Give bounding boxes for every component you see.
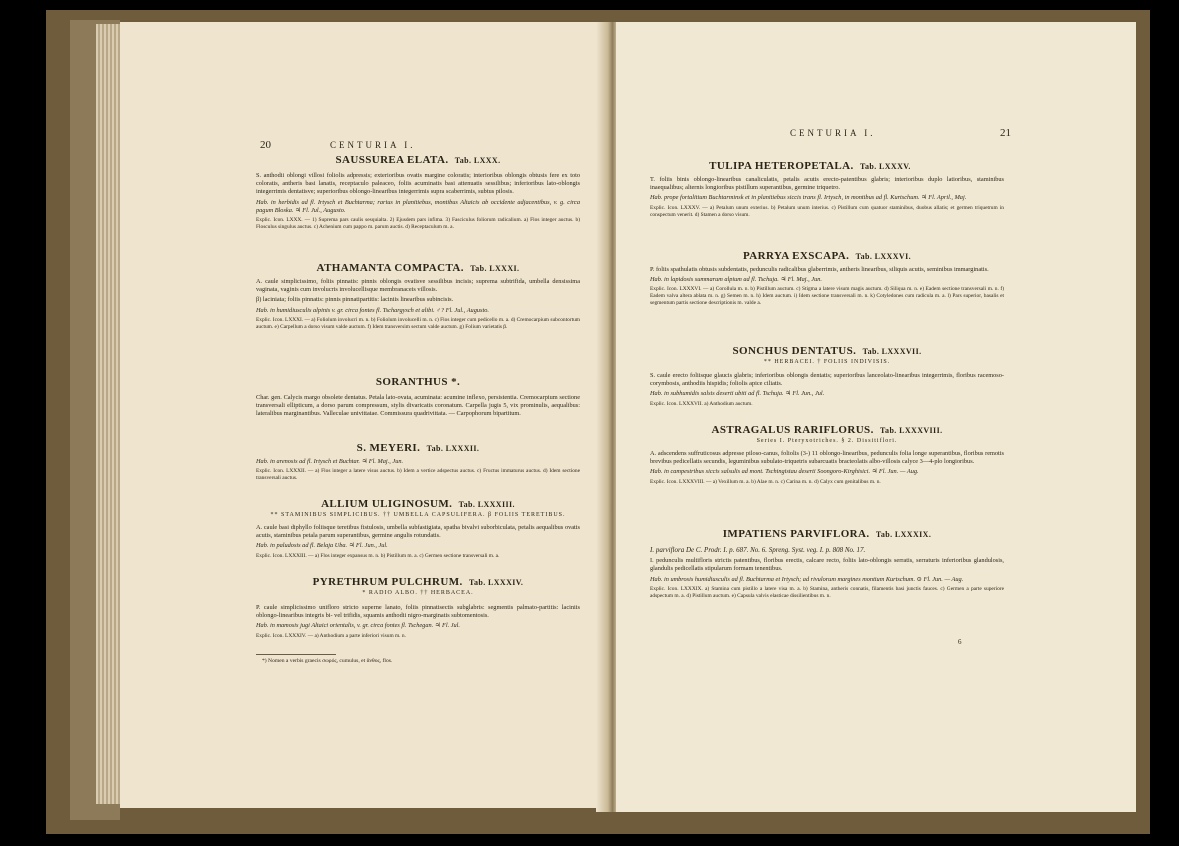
explicatio-text: Explic. Icon. LXXXIX. a) Stamina cum pistillo a latere visa m. a. b) Stamina, antheris connatis, filamentis basi junctis fauces. c) Germen a parte superiore adspectum m. a. d) Pistillum auctum. e) Capsula valvis elasticae dissilientibus m. n. bbox=[650, 585, 1004, 599]
citation-text: I. parviflora De C. Prodr. I. p. 687. No. 6. Spreng. Syst. veg. I. p. 808 No. 17. bbox=[650, 546, 866, 554]
plate-number: Tab. LXXXII. bbox=[426, 444, 480, 453]
section-subheading: ** STAMINIBUS SIMPLICIBUS. †† UMBELLA CAPSULIFERA. β FOLIIS TERETIBUS. bbox=[270, 512, 566, 518]
genus-name: SORANTHUS *. bbox=[375, 376, 461, 388]
habitat-text: Hab. prope fortalitium Buchtarminsk et in planitiebus siccis trans fl. Irtysch, in montibus ad fl. Kurtschum. ♃ Fl. April., Maj. bbox=[650, 194, 967, 202]
entry-heading bbox=[256, 576, 580, 588]
explicatio-text: Explic. Icon. LXXXVII. a) Anthodium auctum. bbox=[650, 400, 753, 407]
plate-number: Tab. LXXXVI. bbox=[855, 252, 911, 261]
diagnosis-text: I. pedunculis multifloris strictis patentibus, floribus erectis, calcare recto, foliis lato-oblongis serratis, serraturis inferioribus glandulosis, glandulis pedicellatis stipularum formam tenentibus. bbox=[650, 557, 1004, 573]
habitat-text: Hab. in arenosis ad fl. Irtysch et Buchtar. ♃ Fl. Maj., Jun. bbox=[256, 458, 404, 465]
entry-impatiens bbox=[650, 528, 1004, 540]
entry-body bbox=[650, 176, 1004, 219]
species-name: IMPATIENS PARVIFLORA. bbox=[722, 528, 870, 540]
habitat-text: Hab. in subhumidis salsis deserti ubiti ad fl. Tschuja. ♃ Fl. Jun., Jul. bbox=[650, 390, 825, 398]
entry-heading bbox=[256, 154, 580, 166]
entry-heading bbox=[256, 442, 580, 454]
entry-heading bbox=[650, 345, 1004, 357]
species-name: TULIPA HETEROPETALA. bbox=[709, 160, 854, 172]
plate-number: Tab. LXXXVIII. bbox=[880, 426, 943, 435]
species-name: S. MEYERI. bbox=[356, 442, 421, 454]
entry-parrya bbox=[650, 250, 1004, 262]
entry-pyrethrum bbox=[256, 576, 580, 596]
running-head-left: CENTURIA I. bbox=[330, 140, 416, 150]
diagnosis-text: T. foliis binis oblongo-linearibus canaliculatis, petalis acutis erecto-patentibus glabris; interioribus duplo latioribus, staminibus inaequalibus; alternis longioribus pistillum superantibus, germine triquetro. bbox=[650, 176, 1004, 192]
entry-soranthus-meyeri bbox=[256, 442, 580, 454]
entry-saussurea bbox=[256, 154, 580, 166]
explicatio-text: Explic. Icon. LXXXII. — a) Flos integer a latere visus auctus. b) Idem a vertice adspectus auctus. c) Fructus immaturus auctus. d) Idem sectione transversali auctus. bbox=[256, 468, 580, 482]
running-head-right: CENTURIA I. bbox=[790, 128, 876, 138]
habitat-text: Hab. in mamosis jugi Altaici orientalis, v. gr. circa fontes fl. Tschegan. ♃ Fl. Jul. bbox=[256, 622, 460, 630]
entry-tulipa bbox=[650, 160, 970, 172]
habitat-text: Hab. in humidiusculis alpinis v. gr. circa fontes fl. Tschargysch et alibi. ♂? Fl. Jul., Augusto. bbox=[256, 306, 489, 314]
entry-athamanta bbox=[256, 262, 580, 274]
signature-mark: 6 bbox=[958, 638, 962, 646]
diagnosis-text: S. anthodii oblongi villosi foliolis adpressis; exterioribus ovatis margine coloratis; interioribus oblongis obtusis fere ex toto coloratis, antheris basi lanatis, receptaculo paleaceo, foliis acuminatis basi attenuatis sessilibus; inferioribus lato-oblongis integerrimis dentatisve; superioribus oblongo-linearibus integerrimis supra scaberrimis, subtus pilosis. bbox=[256, 172, 580, 196]
entry-heading bbox=[650, 250, 1004, 262]
footnote: *) Nomen a verbis graecis σωρός, cumulus, et ἄνθος, flos. bbox=[262, 658, 393, 664]
diagnosis-text: S. caule erecto foliisque glaucis glabris; inferioribus oblongis dentatis; superioribus lanceolato-linearibus integerrimis, floribus racemoso-corymbosis, anthodiis hispidis; foliolis apice ciliatis. bbox=[650, 372, 1004, 388]
diagnosis-text: P. foliis spathulatis obtusis subdentatis, pedunculis radicalibus glaberrimis, antheris linearibus, siliquis acutis, seminibus immarginatis. bbox=[650, 266, 989, 273]
plate-number: Tab. LXXXIII. bbox=[458, 500, 515, 509]
section-subheading: ** HERBACEI. † FOLIIS INDIVISIS. bbox=[763, 359, 891, 365]
entry-sonchus bbox=[650, 345, 1004, 365]
entry-body bbox=[256, 604, 580, 640]
habitat-text: Hab. in herbidis ad fl. Irtysch et Buchtarma; rarius in planitiebus, montibus Altaicis ab occidente adjacentibus, v. g. circa pagum Bloska. ♃ Fl. Jul., Augusto. bbox=[256, 198, 580, 214]
entry-body bbox=[256, 458, 580, 482]
species-name: ATHAMANTA COMPACTA. bbox=[316, 262, 464, 274]
plate-number: Tab. LXXXIX. bbox=[875, 530, 932, 539]
explicatio-text: Explic. Icon. LXXXVIII. — a) Vexillum m. a. b) Alae m. n. c) Carina m. n. d) Calyx cum genitalibus m. n. bbox=[650, 478, 881, 485]
plate-number: Tab. LXXX. bbox=[454, 156, 501, 165]
entry-body bbox=[256, 278, 580, 331]
footnote-rule bbox=[256, 654, 336, 655]
section-subheading: Series I. Pteryxotriches. § 2. Dissitiflori. bbox=[756, 438, 898, 444]
habitat-text: Hab. in umbrosis humidiusculis ad fl. Buchtarma et Irtysch; ad rivulorum margines montium Kurtschum. ⊙ Fl. Jun. — Aug. bbox=[650, 575, 964, 583]
entry-body bbox=[256, 172, 580, 231]
entry-body bbox=[650, 372, 1004, 408]
section-subheading: * RADIO ALBO. †† HERBACEA. bbox=[362, 590, 474, 596]
diagnosis-text: A. adscendens suffruticosus adpresse piloso-canus, foliolis (3-) 11 oblongo-linearibus, pedunculis folia longe superantibus, floribus remotis brevibus pedicellatis secundis, leguminibus subulato-triquetris subarcuatis bracteolatis albo-villosis calyce 3—4-plo longioribus. bbox=[650, 450, 1004, 466]
entry-body bbox=[650, 546, 1004, 600]
plate-number: Tab. LXXXV. bbox=[859, 162, 911, 171]
page-number-right: 21 bbox=[1000, 127, 1011, 139]
entry-body bbox=[650, 266, 1004, 307]
entry-heading bbox=[256, 498, 580, 510]
entry-soranthus bbox=[256, 376, 580, 388]
right-page bbox=[616, 22, 1136, 812]
diagnosis-text: P. caule simplicissimo unifloro stricto superne lanato, foliis pinnatisectis subglabris: segmentis palmato-partitis: laciniis oblongo-linearibus integris bi- vel trifidis, squamis anthodii nigro-marginatis subtomentosis. bbox=[256, 604, 580, 620]
entry-heading bbox=[256, 262, 580, 274]
entry-heading bbox=[650, 160, 970, 172]
species-name: SONCHUS DENTATUS. bbox=[732, 345, 857, 357]
entry-heading bbox=[256, 376, 580, 388]
variety-text: β) laciniata; foliis pinnatis: pinnis pinnatipartitis: laciniis linearibus subincisis. bbox=[256, 296, 454, 304]
diagnosis-text: A. caule basi diphyllo foliisque teretibus fistulosis, umbella subfastigiata, spatha bivalvi suborbiculata, petalis aequalibus ovatis acutis, staminibus petala parum superantibus, germine angulis rotundatis. bbox=[256, 524, 580, 540]
entry-body bbox=[650, 450, 1004, 486]
plate-number: Tab. LXXXVII. bbox=[862, 347, 922, 356]
species-name: PYRETHRUM PULCHRUM. bbox=[312, 576, 463, 588]
entry-allium bbox=[256, 498, 580, 518]
habitat-text: Hab. in campestribus siccis salsulis ad mont. Tschingistau deserti Soongoro-Kirghisici. ♃ Fl. Jun. — Aug. bbox=[650, 468, 919, 476]
species-name: ALLIUM ULIGINOSUM. bbox=[321, 498, 453, 510]
plate-number: Tab. LXXXI. bbox=[470, 264, 520, 273]
explicatio-text: Explic. Icon. LXXXIII. — a) Flos integer expansus m. n. b) Pistillum m. a. c) Germen sectione transversali m. a. bbox=[256, 552, 500, 559]
habitat-text: Hab. in paludosis ad fl. Belaja Uba. ♃ Fl. Jun., Jul. bbox=[256, 542, 388, 550]
plate-number: Tab. LXXXIV. bbox=[468, 578, 524, 587]
species-name: PARRYA EXSCAPA. bbox=[743, 250, 850, 262]
entry-body bbox=[256, 394, 580, 419]
entry-heading bbox=[650, 528, 1004, 540]
explicatio-text: Explic. Icon. LXXXVI. — a) Corollula m. n. b) Pistillum auctum. c) Stigma a latere visum magis auctum. d) Siliqua m. n. e) Eadem sectione transversali m. n. f) Eadem valva altera ablata m. n. g) Semen m. n. h) Idem auctum. i) Idem sectione transversali m. n. k) Cotyledones cum radicula m. a. l) Pars superior, basalis et segmentum partis sectione descriptionis m. valde a. bbox=[650, 286, 1004, 307]
explicatio-text: Explic. Icon. LXXXIV. — a) Anthodium a parte inferiori visum m. n. bbox=[256, 632, 406, 639]
genus-character-text: Char. gen. Calycis margo obsolete dentatus. Petala lato-ovata, acuminata: acumine inflexo, persistentia. Cremocarpium sectione transversali ellipticum, a dorso parum compressum, stylis divaricatis coronatum. Carpella jugis 5, vix prominulis, aequalibus: lateralibus marginantibus. Valleculae univittatae. Commissura quadrivittata. — Carpophorum bipartitum. bbox=[256, 394, 580, 418]
page-number-left: 20 bbox=[260, 139, 271, 151]
entry-astragalus bbox=[650, 424, 1004, 444]
explicatio-text: Explic. Icon. LXXXI. — a) Foliolum involucri m. n. b) Foliolum involucelli m. n. c) Flos integer cum pedicello m. a. d) Cremocarpium subcontortum auctum. e) Carpellum a dorso visum valde auctum. f) Idem transversim sectum valde auctum. g) Folium varietatis β. bbox=[256, 316, 580, 330]
entry-heading bbox=[650, 424, 1004, 436]
species-name: ASTRAGALUS RARIFLORUS. bbox=[711, 424, 874, 436]
explicatio-text: Explic. Icon. LXXXV. — a) Petalum unum exterius. b) Petalum unum interius. c) Pistillum cum quatuor staminibus, duobus allatis; et germen triquetrum in conspectum venerit. d) Stamen a dorso visum. bbox=[650, 204, 1004, 218]
species-name: SAUSSUREA ELATA. bbox=[335, 154, 449, 166]
habitat-text: Hab. in lapidosis summarum alpium ad fl. Tschuja. ♃ Fl. Maj., Jun. bbox=[650, 276, 822, 284]
diagnosis-text: A. caule simplicissimo, foliis pinnatis: pinnis oblongis ovatisve sessilibus incisis; suprema subtrifida, umbella densissima vaginata, vaginis cum involucris involucellisque membranaceis villosis. bbox=[256, 278, 580, 294]
explicatio-text: Explic. Icon. LXXX. — 1) Suprema pars caulis sesquialta. 2) Ejusdem pars infima. 3) Fasciculus foliorum radicalium. a) Flos integer auctus. b) Flosculus singulus auctus. c) Achenium cum pappo m. parum auctis. d) Receptaculum m. a. bbox=[256, 217, 580, 231]
entry-body bbox=[256, 524, 580, 560]
